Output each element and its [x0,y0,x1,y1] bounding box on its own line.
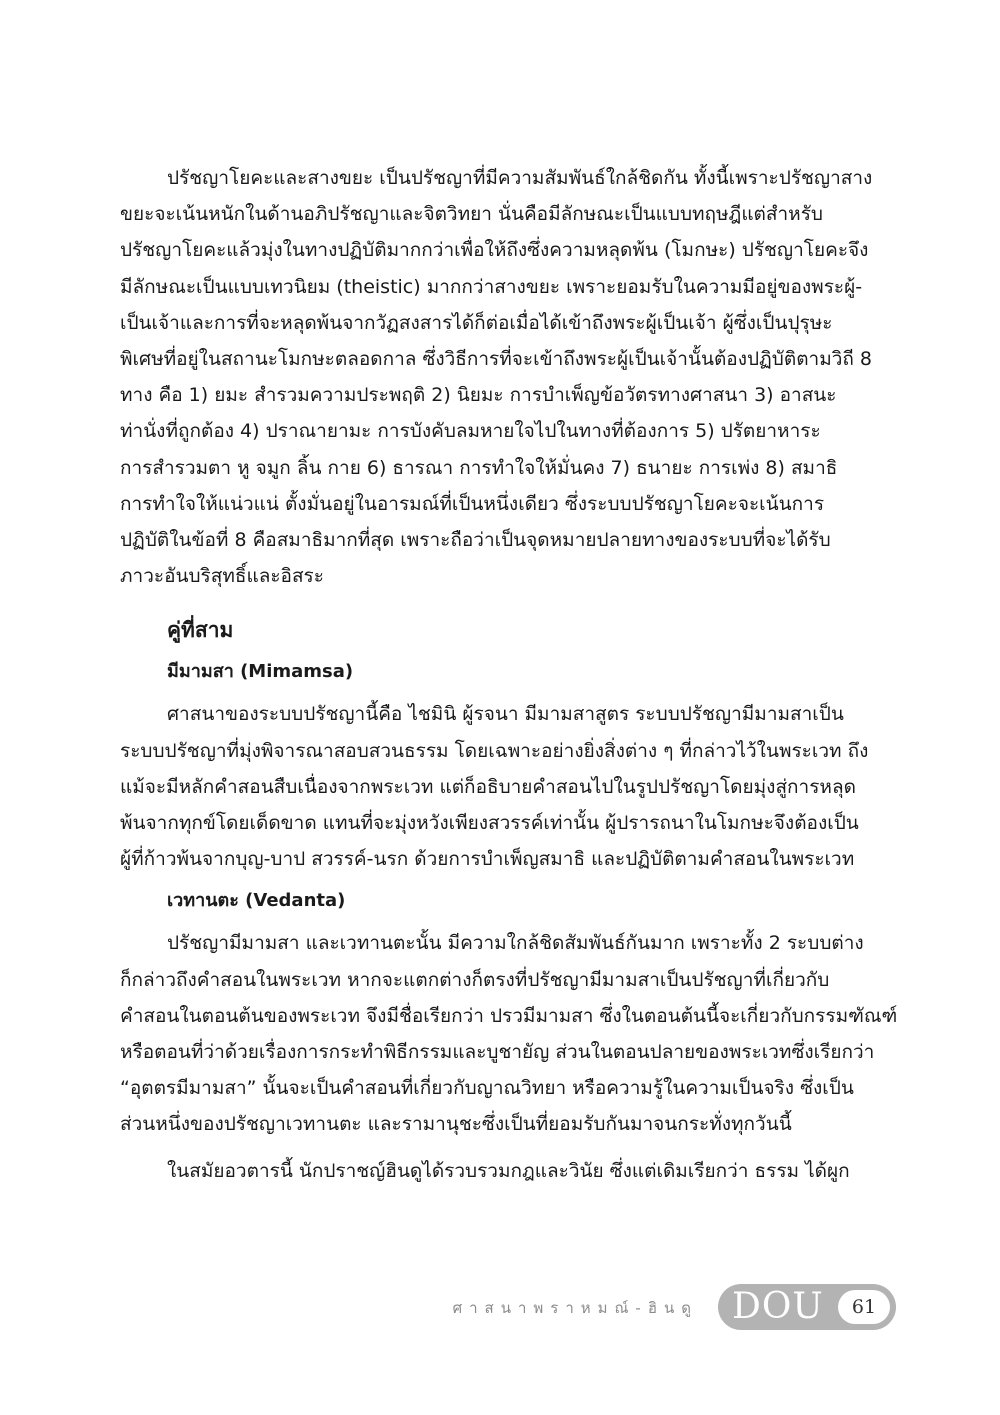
paragraph-line: แม้จะมีหลักคำสอนสืบเนื่องจากพระเวท แต่ก็อธิบายคำสอนไปในรูปปรัชญาโดยมุ่งสู่การหลุด [120,775,856,798]
paragraph-line: การสำรวมตา หู จมูก ลิ้น กาย 6) ธารณา การทำใจให้มั่นคง 7) ธนายะ การเพ่ง 8) สมาธิ [120,456,838,479]
section-heading: คู่ที่สาม [167,618,234,643]
paragraph-line: ทาง คือ 1) ยมะ สำรวมความประพฤติ 2) นิยมะ การบำเพ็ญข้อวัตรทางศาสนา 3) อาสนะ [120,384,837,407]
running-title: ศาสนาพราหมณ์-ฮินดู [452,1299,698,1317]
paragraph-line: ปรัชญาโยคะและสางขยะ เป็นปรัชญาที่มีความสัมพันธ์ใกล้ชิดกัน ทั้งนี้เพราะปรัชญาสาง [167,167,873,189]
paragraph-line: พ้นจากทุกข์โดยเด็ดขาด แทนที่จะมุ่งหวังเพียงสวรรค์เท่านั้น ผู้ปรารถนาในโมกษะจึงต้องเป็น [120,812,859,835]
paragraph-mimamsa [120,696,896,877]
paragraph-line: ระบบปรัชญาที่มุ่งพิจารณาสอบสวนธรรม โดยเฉพาะอย่างยิ่งสิ่งต่าง ๆ ที่กล่าวไว้ในพระเวท ถึง [120,739,869,762]
page-body [120,160,896,1189]
paragraph-line: หรือตอนที่ว่าด้วยเรื่องการกระทำพิธีกรรมและบูชายัญ ส่วนในตอนปลายของพระเวทซึ่งเรียกว่า [120,1041,875,1064]
paragraph-line: พิเศษที่อยู่ในสถานะโมกษะตลอดกาล ซึ่งวิธีการที่จะเข้าถึงพระผู้เป็นเจ้านั้นต้องปฏิบัติตามวิถี 8 [120,348,873,371]
paragraph-line: ปรัชญาโยคะแล้วมุ่งในทางปฏิบัติมากกว่าเพื่อให้ถึงซึ่งความหลุดพ้น (โมกษะ) ปรัชญาโยคะจึง [120,239,869,262]
paragraph-line: ศาสนาของระบบปรัชญานี้คือ ไชมินิ ผู้รจนา มีมามสาสูตร ระบบปรัชญามีมามสาเป็น [167,703,844,726]
paragraph-line: ก็กล่าวถึงคำสอนในพระเวท หากจะแตกต่างก็ตรงที่ปรัชญามีมามสาเป็นปรัชญาที่เกี่ยวกับ [120,968,830,991]
dou-logo: DOU [732,1286,824,1327]
paragraph-line: ส่วนหนึ่งของปรัชญาเวทานตะ และรามานุชะซึ่งเป็นที่ยอมรับกันมาจนกระทั่งทุกวันนี้ [120,1113,792,1136]
page-footer [0,1284,1000,1332]
paragraph-line: ปฏิบัติในข้อที่ 8 คือสมาธิมากที่สุด เพราะถือว่าเป็นจุดหมายปลายทางของระบบที่จะได้รับ [120,529,831,552]
paragraph-yoga-sankhya [120,160,896,594]
paragraph-line: การทำใจให้แน่วแน่ ตั้งมั่นอยู่ในอารมณ์ที่เป็นหนึ่งเดียว ซึ่งระบบปรัชญาโยคะจะเน้นการ [120,492,825,515]
paragraph-line: คำสอนในตอนต้นของพระเวท จึงมีชื่อเรียกว่า ปรวมีมามสา ซึ่งในตอนต้นนี้จะเกี่ยวกับกรรมฑัณฑ์ [120,1004,898,1027]
paragraph-vedanta [120,925,896,1142]
dou-badge [718,1284,896,1330]
paragraph-line: เป็นเจ้าและการที่จะหลุดพ้นจากวัฏสงสารได้ก็ต่อเมื่อได้เข้าถึงพระผู้เป็นเจ้า ผู้ซึ่งเป็นปุรุษะ [120,311,833,334]
subsection-heading-mimamsa: มีมามสา (Mimamsa) [167,661,354,683]
page-number: 61 [838,1290,890,1324]
paragraph-avatar-era [120,1153,896,1189]
subsection-heading-vedanta: เวทานตะ (Vedanta) [167,890,346,912]
paragraph-line: ท่านั่งที่ถูกต้อง 4) ปราณายามะ การบังคับลมหายใจไปในทางที่ต้องการ 5) ปรัตยาหาระ [120,420,821,443]
paragraph-line: มีลักษณะเป็นแบบเทวนิยม (theistic) มากกว่าสางขยะ เพราะยอมรับในความมีอยู่ของพระผู้- [120,275,863,298]
paragraph-line: “อุตตรมีมามสา” นั้นจะเป็นคำสอนที่เกี่ยวกับญาณวิทยา หรือความรู้ในความเป็นจริง ซึ่งเป็น [120,1077,854,1100]
paragraph-line: ในสมัยอวตารนี้ นักปราชญ์ฮินดูได้รวบรวมกฎและวินัย ซึ่งแต่เดิมเรียกว่า ธรรม ได้ผูก [167,1159,850,1182]
paragraph-line: ขยะจะเน้นหนักในด้านอภิปรัชญาและจิตวิทยา นั่นคือมีลักษณะเป็นแบบทฤษฎีแต่สำหรับ [120,203,823,226]
paragraph-line: ผู้ที่ก้าวพ้นจากบุญ-บาป สวรรค์-นรก ด้วยการบำเพ็ญสมาธิ และปฏิบัติตามคำสอนในพระเวท [120,848,855,871]
paragraph-line: ปรัชญามีมามสา และเวทานตะนั้น มีความใกล้ชิดสัมพันธ์กันมาก เพราะทั้ง 2 ระบบต่าง [167,932,864,955]
paragraph-line: ภาวะอันบริสุทธิ์และอิสระ [120,565,324,588]
